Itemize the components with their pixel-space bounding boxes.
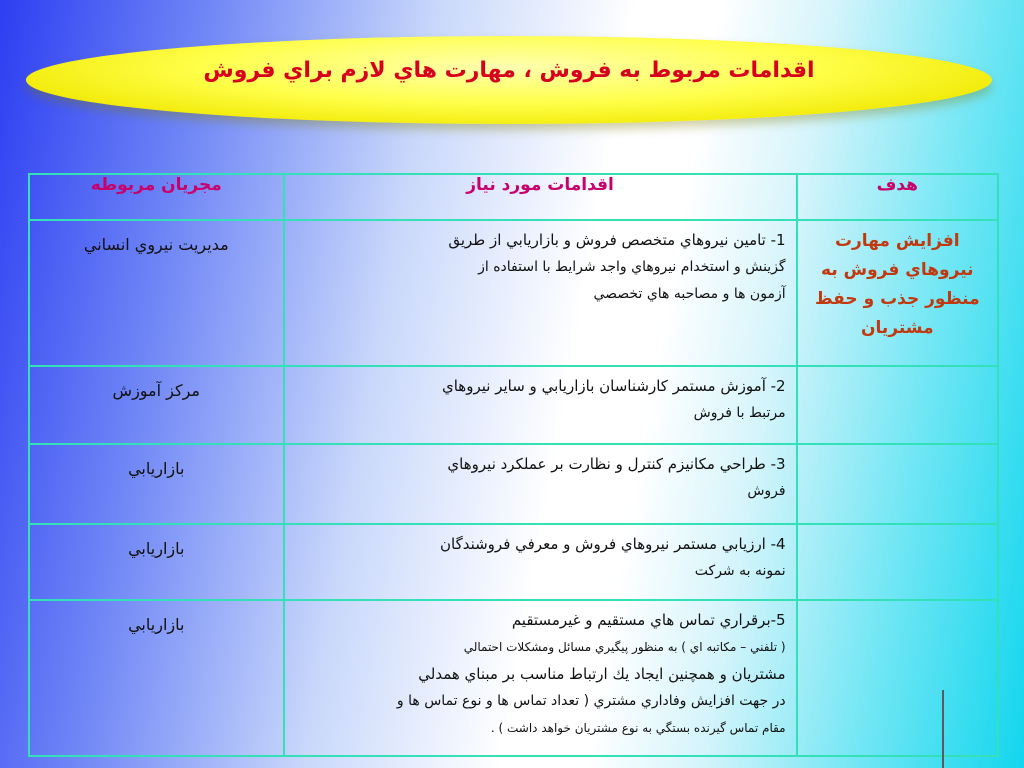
goal-cell (797, 220, 998, 366)
action-line: 1- تامين نيروهاي متخصص فروش و بازاريابي از طريق (448, 231, 786, 249)
executor-cell: مركز آموزش (29, 366, 284, 444)
executor-cell: بازاريابي (29, 444, 284, 524)
table-row (29, 600, 998, 756)
action-line: در جهت افزايش وفاداري مشتري ( تعداد تماس ها و نوع تماس ها و (396, 693, 786, 709)
action-line: نمونه به شركت (694, 563, 786, 579)
action-line: آزمون ها و مصاحبه هاي تخصصي (593, 286, 786, 302)
goal-cell-empty (797, 444, 998, 524)
action-line: 4- ارزيابي مستمر نيروهاي فروش و معرفي فروشندگان (439, 535, 786, 553)
action-cell (284, 524, 797, 600)
action-cell (284, 366, 797, 444)
table-row (29, 524, 998, 600)
table-header-row (29, 174, 998, 220)
action-line: 2- آموزش مستمر كارشناسان بازاريابي و ساير نيروهاي (441, 377, 786, 395)
slide-title: اقدامات مربوط به فروش ، مهارت هاي لازم براي فروش (203, 58, 815, 83)
header-executors: مجريان مربوطه (29, 174, 284, 220)
sales-actions-table (28, 173, 999, 757)
table-row (29, 366, 998, 444)
executor-cell: بازاريابي (29, 600, 284, 756)
action-line: گزينش و استخدام نيروهاي واجد شرايط با استفاده از (478, 259, 786, 275)
goal-line: مشتريان (860, 318, 934, 338)
decorative-divider (942, 690, 944, 768)
goal-cell-empty (797, 524, 998, 600)
goal-line: نيروهاي فروش به (821, 260, 974, 280)
executor-cell: بازاريابي (29, 524, 284, 600)
table-row (29, 444, 998, 524)
action-line: 5-برقراري تماس هاي مستقيم و غيرمستقيم (511, 611, 786, 629)
action-cell (284, 220, 797, 366)
action-cell (284, 444, 797, 524)
goal-line: منظور جذب و حفظ (814, 289, 980, 309)
action-line: ( تلفني – مكاتبه اي ) به منظور پيگيري مسائل ومشكلات احتمالي (463, 640, 786, 654)
title-banner (26, 36, 992, 124)
action-line: 3- طراحي مكانيزم كنترل و نظارت بر عملكرد نيروهاي (447, 455, 786, 473)
table-row (29, 220, 998, 366)
action-cell (284, 600, 797, 756)
action-line: فروش (747, 483, 786, 499)
action-line: مشتريان و همچنين ايجاد يك ارتباط مناسب بر مبناي همدلي (418, 665, 786, 683)
goal-cell-empty (797, 600, 998, 756)
goal-cell-empty (797, 366, 998, 444)
header-actions: اقدامات مورد نياز (284, 174, 797, 220)
header-goal: هدف (797, 174, 998, 220)
action-line: مرتبط با فروش (693, 405, 786, 421)
action-line: مقام تماس گيرنده بستگي به نوع مشتريان خواهد داشت ) . (490, 721, 786, 735)
sales-actions-table-container (28, 173, 999, 735)
goal-line: افزايش مهارت (834, 231, 960, 251)
executor-cell: مديريت نيروي انساني (29, 220, 284, 366)
